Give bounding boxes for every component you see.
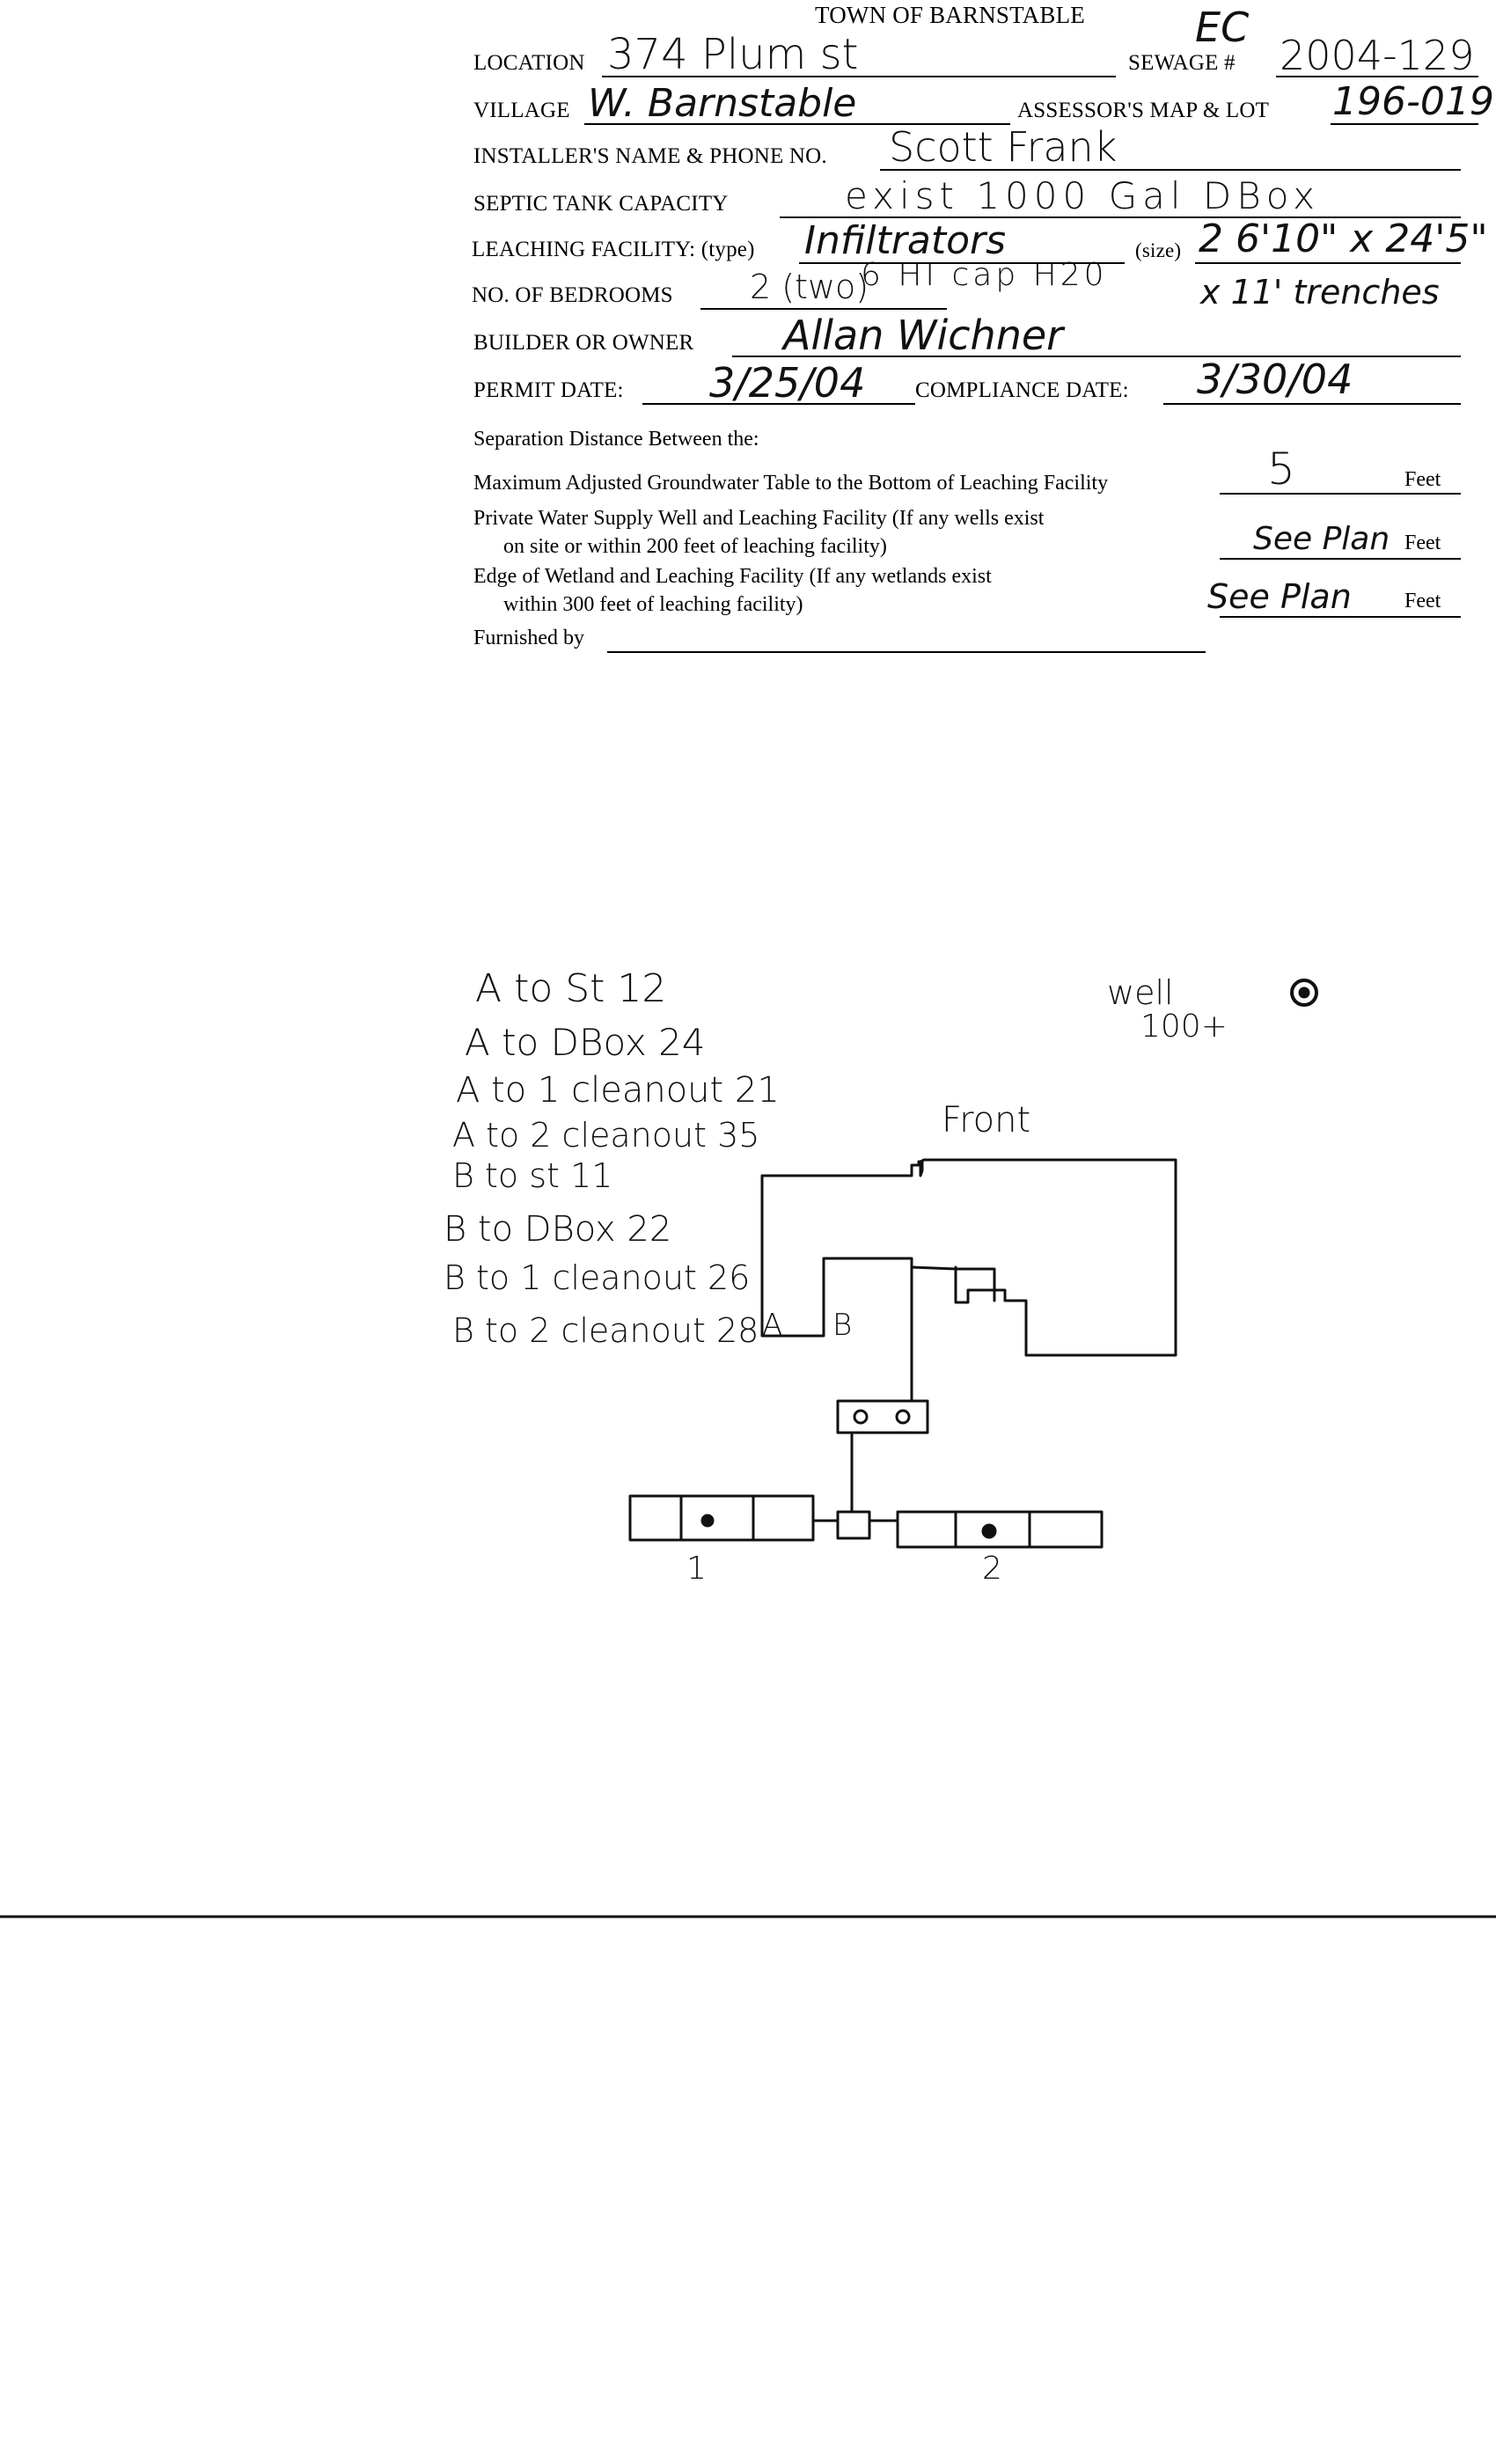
separation-row2-text-a: Private Water Supply Well and Leaching Facility (If any wells exist [473,507,1045,530]
trenches-note: x 11' trenches [1200,273,1440,312]
separation-row2-text-b: on site or within 200 feet of leaching facility) [503,535,887,558]
trench-2 [898,1512,1102,1547]
map-lot-value: 196-019 [1332,79,1494,124]
well-label: well [1107,973,1174,1012]
distribution-box [838,1401,928,1433]
separation-heading: Separation Distance Between the: [473,428,759,451]
owner-value: Allan Wichner [783,312,1064,359]
permit-label: PERMIT DATE: [473,378,624,402]
form-title: TOWN OF BARNSTABLE [815,2,1085,28]
sketch-note: B to 1 cleanout 26 [444,1258,751,1297]
map-lot-label: ASSESSOR'S MAP & LOT [1017,99,1270,122]
septic-label: SEPTIC TANK CAPACITY [473,192,729,216]
location-label: LOCATION [473,51,585,75]
owner-label: BUILDER OR OWNER [473,331,694,355]
sketch-note: B to 2 cleanout 28 [452,1311,759,1350]
bedrooms-note: 6 HI cap H20 [861,257,1108,293]
sketch-note: B to st 11 [452,1156,613,1195]
leaching-type-value: Infiltrators [804,218,1007,263]
corner-mark: EC [1195,4,1250,51]
sewage-value: 2004-129 [1280,32,1475,79]
furnished-label: Furnished by [473,627,584,649]
separation-row3-text-b: within 300 feet of leaching facility) [503,593,803,616]
bedrooms-label: NO. OF BEDROOMS [472,283,673,307]
sketch-note: A to 1 cleanout 21 [456,1070,780,1111]
house-outline [762,1160,1176,1355]
compliance-label: COMPLIANCE DATE: [915,378,1129,402]
trench-1-label: 1 [686,1551,707,1587]
sketch-note: A to DBox 24 [465,1021,706,1064]
separation-row2-unit: Feet [1404,532,1441,554]
separation-row3-text-a: Edge of Wetland and Leaching Facility (If any wetlands exist [473,565,992,588]
separation-row2-value: See Plan [1253,521,1390,557]
point-a-label: A [762,1308,783,1343]
permit-value: 3/25/04 [709,359,866,407]
sketch-note: A to 2 cleanout 35 [452,1116,760,1155]
separation-row1-unit: Feet [1404,468,1441,491]
point-b-label: B [832,1308,853,1343]
separation-row3-unit: Feet [1404,590,1441,612]
installer-value: Scott Frank [889,123,1118,171]
separation-row1-value: 5 [1267,444,1295,495]
village-label: VILLAGE [473,99,570,122]
bedrooms-value: 2 (two) [750,268,869,306]
separation-row1-text: Maximum Adjusted Groundwater Table to the Bottom of Leaching Facility [473,472,1109,495]
well-distance: 100+ [1140,1008,1228,1045]
sketch-note: B to DBox 22 [444,1209,672,1250]
compliance-value: 3/30/04 [1197,356,1353,403]
size-value: 2 6'10" x 24'5" [1199,216,1488,261]
location-value: 374 Plum st [607,30,859,79]
junction-box [838,1512,869,1538]
sketch-note: A to St 12 [475,966,667,1011]
septic-value: exist 1000 Gal DBox [845,174,1320,217]
sewage-label: SEWAGE # [1128,51,1236,75]
separation-row3-value: See Plan [1207,577,1352,616]
size-label: (size) [1135,239,1182,261]
leaching-label: LEACHING FACILITY: (type) [472,238,755,261]
front-label: Front [942,1100,1031,1140]
trench-1 [630,1496,813,1540]
trench-2-label: 2 [982,1551,1002,1587]
installer-label: INSTALLER'S NAME & PHONE NO. [473,144,827,168]
village-value: W. Barnstable [588,81,857,126]
